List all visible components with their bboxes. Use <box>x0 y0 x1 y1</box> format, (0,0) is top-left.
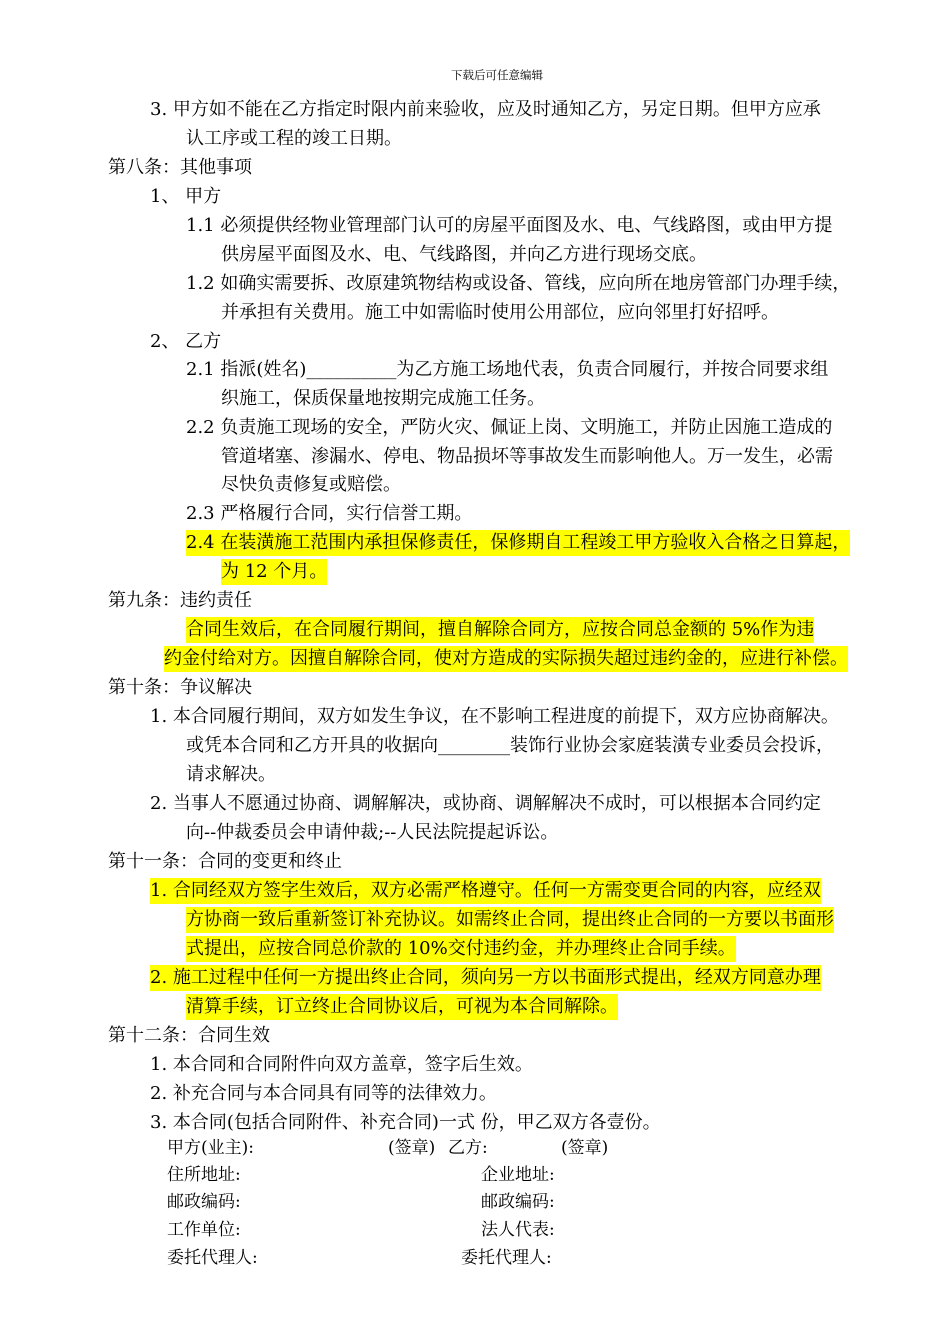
clause-7-item-3: 3. 甲方如不能在乙方指定时限内前来验收，应及时通知乙方，另定日期。但甲方应承 <box>150 99 821 120</box>
clause-7-item-3-cont: 认工序或工程的竣工日期。 <box>186 128 402 149</box>
article-11-item-1-cont-2: 式提出，应按合同总价款的 10%交付违约金，并办理终止合同手续。 <box>186 936 736 962</box>
item-1-1: 1.1 必须提供经物业管理部门认可的房屋平面图及水、电、气线路图，或由甲方提 <box>186 215 833 236</box>
item-1-2: 1.2 如确实需要拆、改原建筑物结构或设备、管线，应向所在地房管部门办理手续， <box>186 273 851 294</box>
party-a-seal: (签章) <box>388 1138 436 1158</box>
party-b-legal-rep-label: 法人代表: <box>481 1220 555 1240</box>
item-2-1: 2.1 指派(姓名)__________为乙方施工场地代表，负责合同履行，并按合同要求组 <box>186 359 829 380</box>
article-10-item-1-cont-1: 或凭本合同和乙方开具的收据向________装饰行业协会家庭装潢专业委员会投诉， <box>186 735 834 756</box>
item-2-2-cont-2: 尽快负责修复或赔偿。 <box>221 474 401 495</box>
item-2-3: 2.3 严格履行合同，实行信誉工期。 <box>186 503 473 524</box>
article-11-item-1: 1. 合同经双方签字生效后，双方必需严格遵守。任何一方需变更合同的内容，应经双 <box>150 878 821 904</box>
article-10-item-1: 1. 本合同履行期间，双方如发生争议，在不影响工程进度的前提下，双方应协商解决。 <box>150 706 839 727</box>
article-11-item-2: 2. 施工过程中任何一方提出终止合同，须向另一方以书面形式提出，经双方同意办理 <box>150 965 821 991</box>
article-10-item-2-cont: 向--仲裁委员会申请仲裁;--人民法院提起诉讼。 <box>186 822 559 843</box>
item-2-2: 2.2 负责施工现场的安全，严防火灾、佩证上岗、文明施工，并防止因施工造成的 <box>186 417 833 438</box>
article-11-item-2-cont: 清算手续，订立终止合同协议后，可视为本合同解除。 <box>186 994 618 1020</box>
article-12-item-2: 2. 补充合同与本合同具有同等的法律效力。 <box>150 1083 497 1104</box>
article-10-heading: 第十条：争议解决 <box>108 677 252 698</box>
party-b-label: 乙方: <box>448 1138 488 1158</box>
article-10-item-1-cont-2: 请求解决。 <box>186 764 276 785</box>
article-10-item-2: 2. 当事人不愿通过协商、调解解决，或协商、调解解决不成时，可以根据本合同约定 <box>150 793 821 814</box>
page-header: 下载后可任意编辑 <box>451 68 543 82</box>
party-a-agent-label: 委托代理人: <box>167 1248 258 1268</box>
article-9-heading: 第九条：违约责任 <box>108 590 252 611</box>
article-11-item-1-cont-1: 方协商一致后重新签订补充协议。如需终止合同，提出终止合同的一方要以书面形 <box>186 907 834 933</box>
party-b-seal: (签章) <box>561 1138 609 1158</box>
item-2-4-cont: 为 12 个月。 <box>221 559 327 585</box>
article-9-text-cont: 约金付给对方。因擅自解除合同，使对方造成的实际损失超过违约金的，应进行补偿。 <box>164 646 848 672</box>
party-a-heading: 1、 甲方 <box>150 186 222 207</box>
article-8-heading: 第八条：其他事项 <box>108 157 252 178</box>
article-9-text: 合同生效后，在合同履行期间，擅自解除合同方，应按合同总金额的 5%作为违 <box>186 617 814 643</box>
article-12-heading: 第十二条：合同生效 <box>108 1025 270 1046</box>
party-b-agent-label: 委托代理人: <box>461 1248 552 1268</box>
article-12-item-3: 3. 本合同(包括合同附件、补充合同)一式 份，甲乙双方各壹份。 <box>150 1112 661 1133</box>
party-b-heading: 2、 乙方 <box>150 331 222 352</box>
item-2-4: 2.4 在装潢施工范围内承担保修责任，保修期自工程竣工甲方验收入合格之日算起， <box>186 530 850 556</box>
item-2-1-cont: 织施工，保质保量地按期完成施工任务。 <box>221 388 545 409</box>
item-1-2-cont: 并承担有关费用。施工中如需临时使用公用部位，应向邻里打好招呼。 <box>221 302 779 323</box>
party-b-address-label: 企业地址: <box>481 1165 555 1185</box>
article-12-item-1: 1. 本合同和合同附件向双方盖章，签字后生效。 <box>150 1054 533 1075</box>
article-11-heading: 第十一条：合同的变更和终止 <box>108 851 342 872</box>
party-a-label: 甲方(业主): <box>167 1138 254 1158</box>
party-a-zip-label: 邮政编码: <box>167 1192 241 1212</box>
party-b-zip-label: 邮政编码: <box>481 1192 555 1212</box>
party-a-work-unit-label: 工作单位: <box>167 1220 241 1240</box>
party-a-address-label: 住所地址: <box>167 1165 241 1185</box>
item-1-1-cont: 供房屋平面图及水、电、气线路图，并向乙方进行现场交底。 <box>221 244 707 265</box>
item-2-2-cont-1: 管道堵塞、渗漏水、停电、物品损坏等事故发生而影响他人。万一发生，必需 <box>221 446 833 467</box>
